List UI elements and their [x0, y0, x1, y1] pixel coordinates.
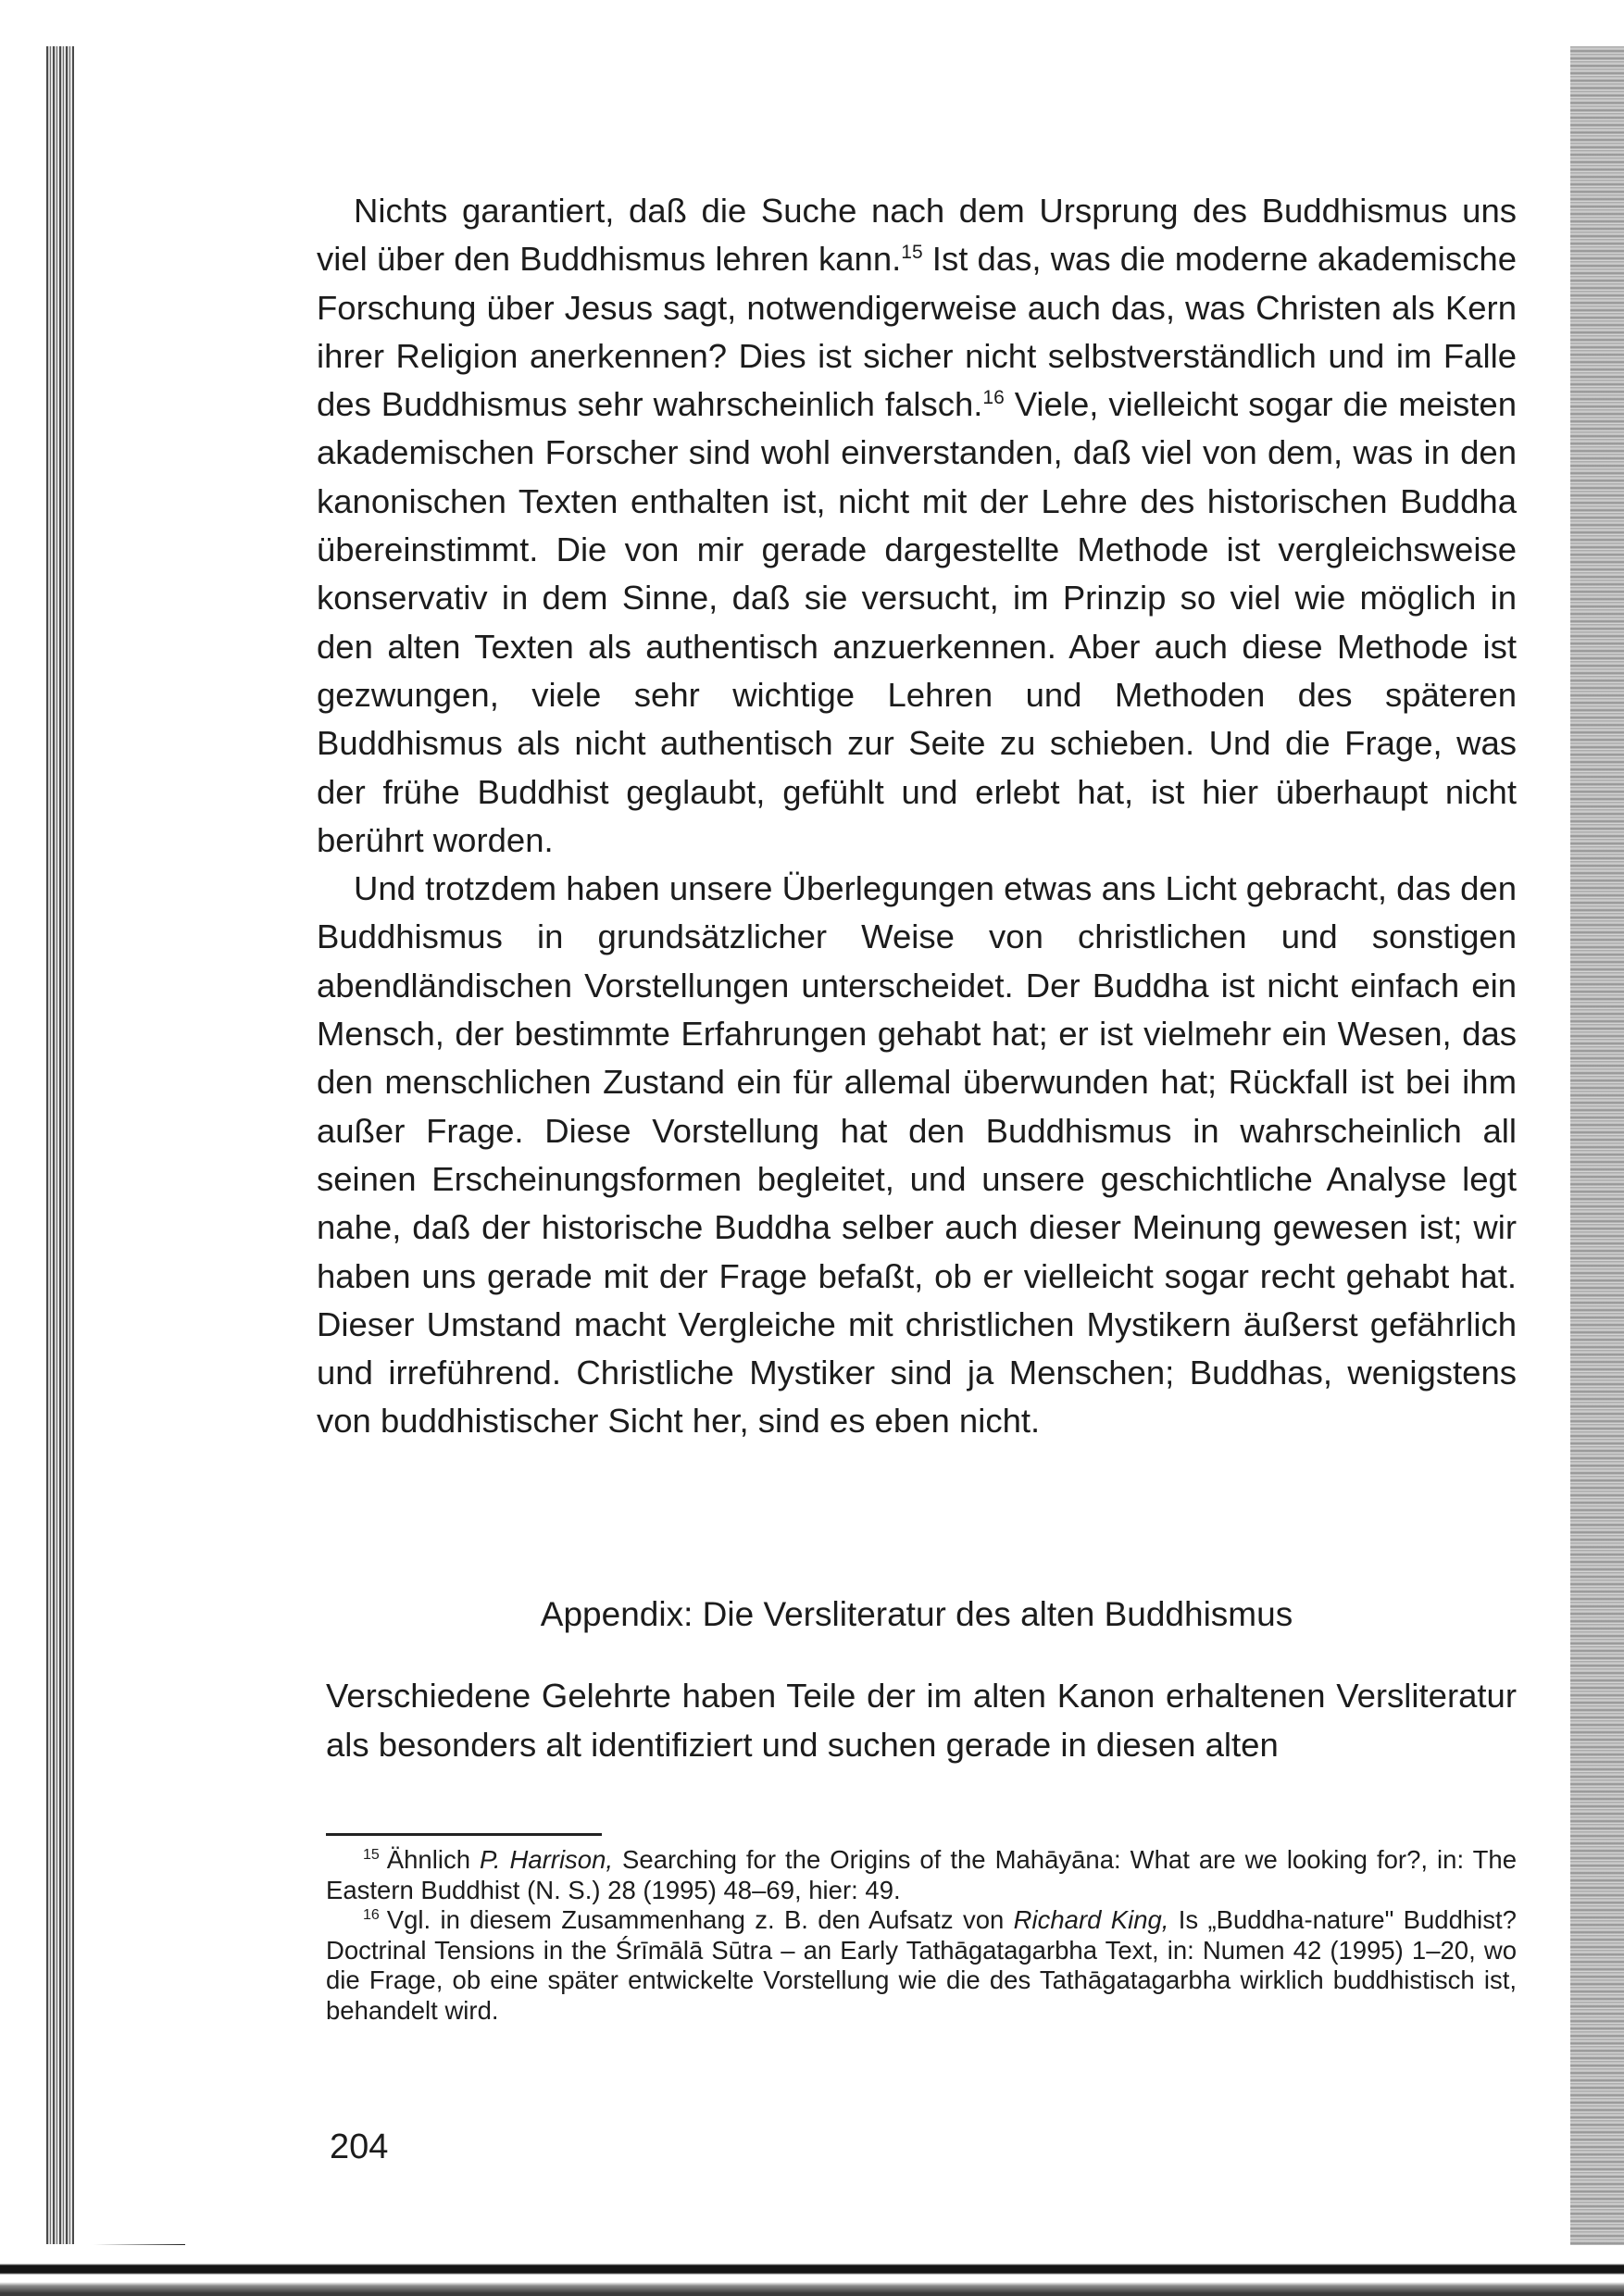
paragraph-1-text-2: Ist das, was die moderne akademische Forschung über Jesus sagt, notwendigerweise auch das, was Christen als Kern ihrer Religion anerkennen? Dies ist sicher nicht selbstverständlich und im Falle des Buddhismus sehr wahrscheinlich falsch. [317, 240, 1517, 424]
paragraph-2 [317, 865, 1517, 1446]
scan-edge-bottom [0, 2245, 1624, 2296]
footnote-16-pre: Vgl. in diesem Zusammenhang z. B. den Aufsatz von [386, 1905, 1014, 1934]
footnote-15-post: Searching for the Origins of the Mahāyāna: What are we looking for?, in: The Eastern Buddhist (N. S.) 28 (1995) 48–69, hier: 49. [326, 1845, 1517, 1904]
paragraph-1-text-1: Nichts garantiert, daß die Suche nach dem Ursprung des Buddhismus uns viel über den Buddhismus lehren kann. [317, 192, 1517, 279]
paragraph-1 [317, 187, 1517, 865]
paragraph-2-text: Und trotzdem haben unsere Überlegungen etwas ans Licht gebracht, das den Buddhismus in grundsätzlicher Weise von christlichen und sonstigen abendländischen Vorstellungen unterscheidet. Der Buddha ist nicht einfach ein Mensch, der bestimmte Erfahrungen gehabt hat; er ist vielmehr ein Wesen, das den menschlichen Zustand ein für allemal überwunden hat; Rückfall ist bei ihm außer Frage. Diese Vorstellung hat den Buddhismus in wahrscheinlich all seinen Erscheinungsformen begleitet, und unsere geschichtliche Analyse legt nahe, daß der historische Buddha selber auch dieser Meinung gewesen ist; wir haben uns gerade mit der Frage befaßt, ob er vielleicht sogar recht gehabt hat. Dieser Umstand macht Vergleiche mit christlichen Mystikern äußerst gefährlich und irreführend. Christliche Mystiker sind ja Menschen; Buddhas, wenigstens von buddhistischer Sicht her, sind es eben nicht. [317, 869, 1518, 1441]
footnote-16 [326, 1905, 1517, 2026]
appendix-paragraph [326, 1672, 1517, 1769]
paragraph-1-text-3: Viele, vielleicht sogar die meisten akademischen Forscher sind wohl einverstanden, daß viel von dem, was in den kanonischen Texten enthalten ist, nicht mit der Lehre des historischen Buddha übereinstimmt. Die von mir gerade dargestellte Methode ist vergleichsweise konservativ in dem Sinne, daß sie versucht, im Prinzip so viel wie möglich in den alten Texten als authentisch anzuerkennen. Aber auch diese Methode ist gezwungen, viele sehr wichtige Lehren und Methoden des späteren Buddhismus als nicht authentisch zur Seite zu schieben. Und die Frage, was der frühe Buddhist geglaubt, gefühlt und erlebt hat, ist hier überhaupt nicht berührt worden. [317, 385, 1518, 859]
footnotes [326, 1845, 1517, 2026]
appendix-paragraph-text: Verschiedene Gelehrte haben Teile der im alten Kanon erhaltenen Versliteratur als besonders alt identifiziert und suchen gerade in diesen alten [326, 1677, 1517, 1764]
footnote-15 [326, 1845, 1517, 1905]
footnote-mark-16: 16 [363, 1906, 380, 1923]
footnote-mark-15: 15 [363, 1846, 380, 1863]
footnote-rule [326, 1833, 602, 1836]
footnote-16-post: Is „Buddha-nature" Buddhist? Doctrinal Tensions in the Śrīmālā Sūtra – an Early Tathāgatagarbha Text, in: Numen 42 (1995) 1–20, wo die Frage, ob eine später entwickelte Vorstellung wie die des Tathāgatagarbha wirklich buddhistisch ist, behandelt wird. [326, 1905, 1517, 2025]
appendix-heading: Appendix: Die Versliteratur des alten Buddhismus [540, 1595, 1293, 1633]
page-number: 204 [330, 2128, 389, 2166]
footnote-16-author: Richard King, [1013, 1905, 1169, 1934]
footnote-ref-15[interactable]: 15 [901, 242, 923, 264]
main-text [317, 187, 1517, 1446]
scan-edge-right [1570, 46, 1624, 2250]
footnote-15-author: P. Harrison, [480, 1845, 614, 1874]
scan-edge-left [46, 46, 74, 2250]
footnote-ref-16[interactable]: 16 [982, 387, 1005, 409]
footnote-15-pre: Ähnlich [386, 1845, 481, 1874]
